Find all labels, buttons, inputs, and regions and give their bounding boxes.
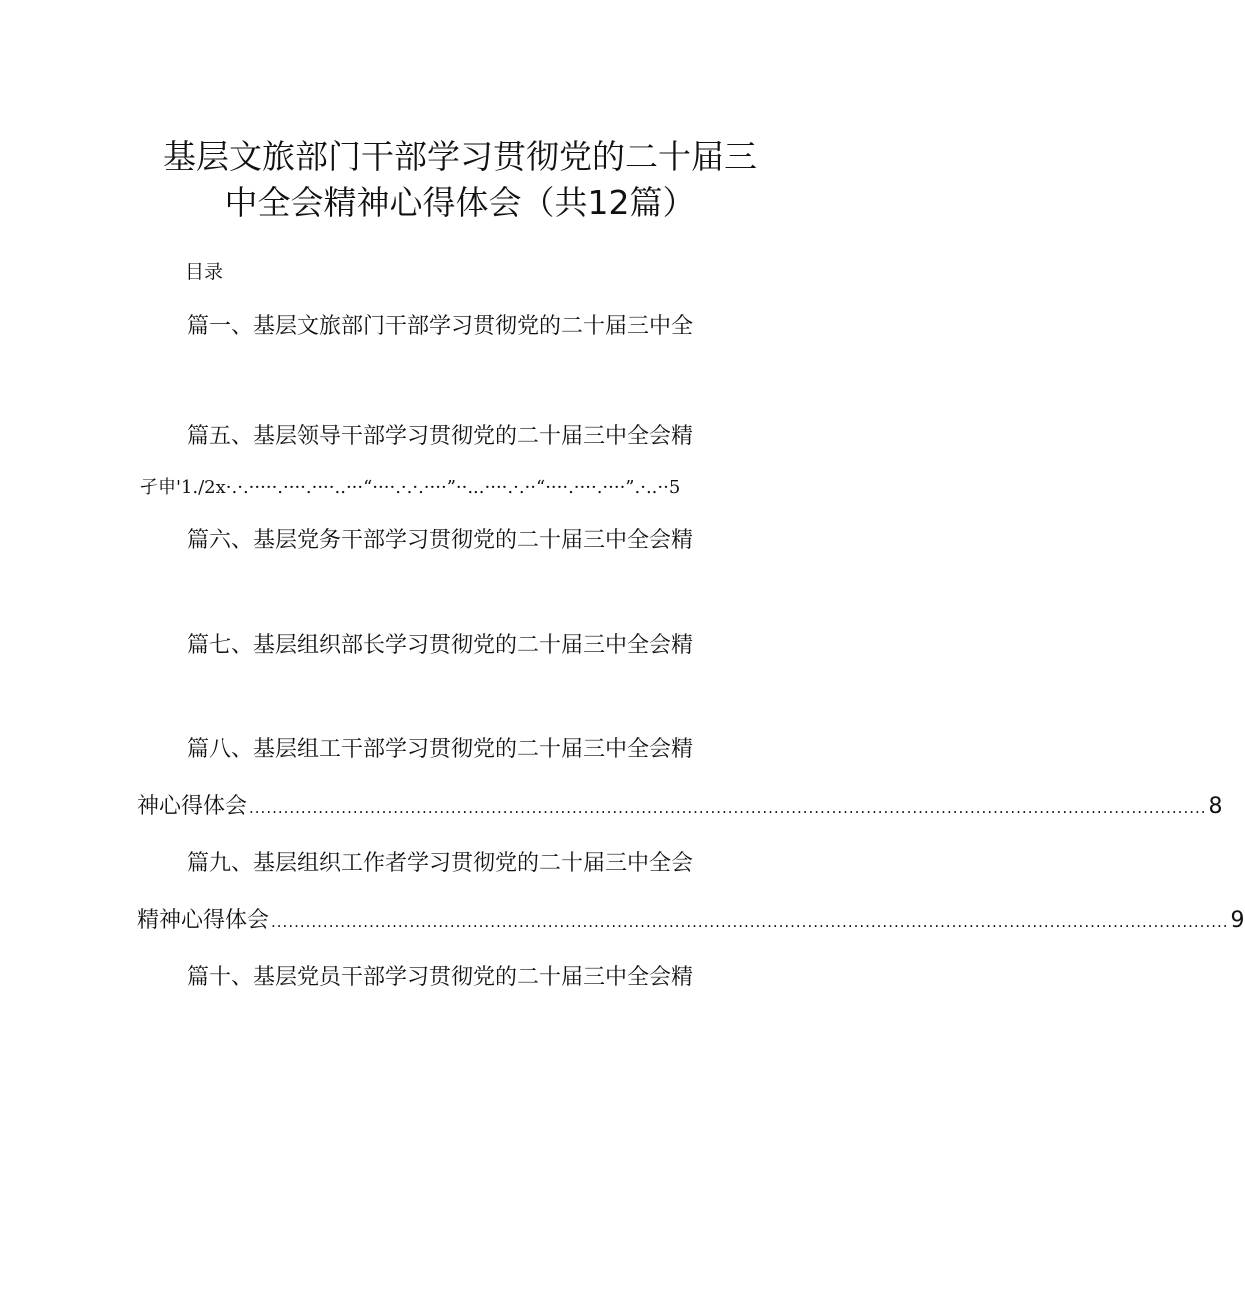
toc-entry-7: 篇七、基层组织部长学习贯彻党的二十届三中全会精 [187, 633, 694, 658]
toc-entry-5: 篇五、基层领导干部学习贯彻党的二十届三中全会精 [187, 424, 694, 449]
toc-entry-8-page-number: 8 [1208, 794, 1223, 819]
toc-entry-1: 篇一、基层文旅部门干部学习贯彻党的二十届三中全 [187, 314, 694, 339]
toc-entry-9-page-number: 9 [1230, 908, 1245, 933]
toc-dot-leader: ...................................................................................................................................................................... [249, 799, 1207, 817]
toc-dot-leader: ...................................................................................................................................................................... [271, 913, 1229, 931]
toc-entry-9-continuation [137, 905, 1245, 938]
toc-entry-5-garbled-leader: 孑申'1./2x·.·.·····.····.····..···“····.·.·.····”··...····.·.··“····.····.····”.·..··5 [140, 477, 681, 498]
toc-entry-8: 篇八、基层组工干部学习贯彻党的二十届三中全会精 [187, 737, 694, 762]
toc-entry-6: 篇六、基层党务干部学习贯彻党的二十届三中全会精 [187, 528, 694, 553]
document-title-line-2: 中全会精神心得体会（共12篇） [224, 183, 696, 222]
toc-entry-9-cont-text: 精神心得体会 [137, 908, 270, 933]
toc-entry-8-cont-text: 神心得体会 [137, 794, 248, 819]
toc-entry-8-continuation [137, 791, 1223, 824]
document-title-line-1: 基层文旅部门干部学习贯彻党的二十届三 [163, 137, 757, 176]
toc-heading: 目录 [185, 261, 224, 283]
toc-entry-9: 篇九、基层组织工作者学习贯彻党的二十届三中全会 [187, 851, 694, 876]
toc-entry-10: 篇十、基层党员干部学习贯彻党的二十届三中全会精 [187, 965, 694, 990]
